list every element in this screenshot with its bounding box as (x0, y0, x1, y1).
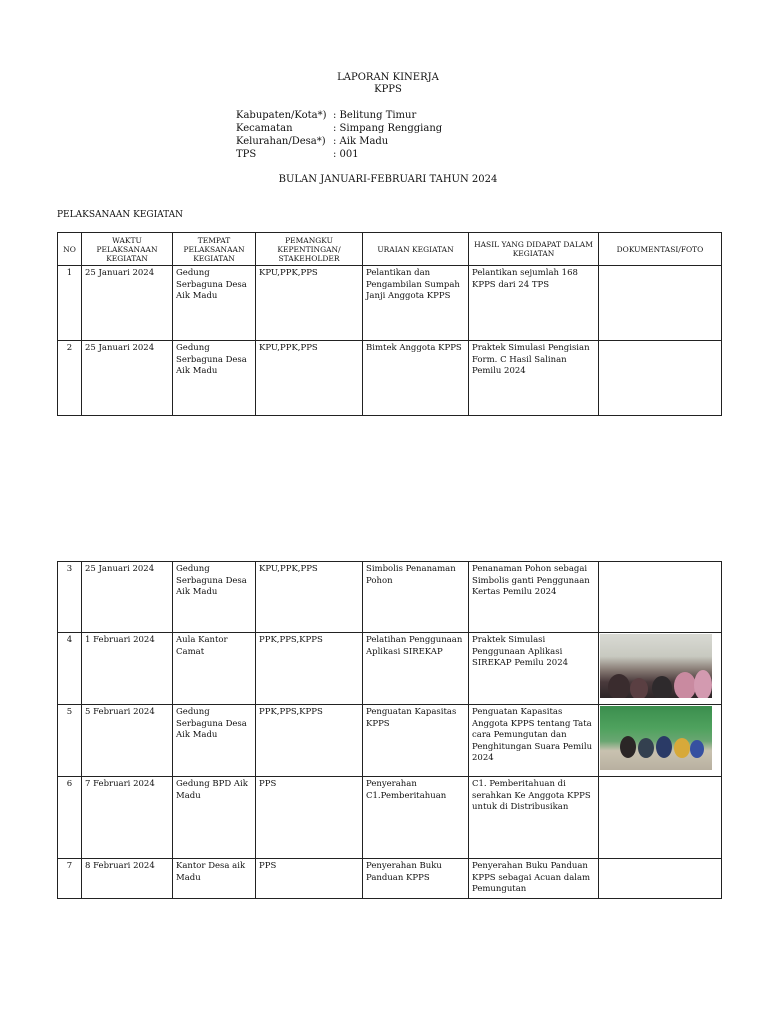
table-row (58, 341, 722, 416)
report-title: LAPORAN KINERJA (337, 72, 439, 83)
table-row (58, 633, 722, 705)
cell-uraian: Pelatihan Penggunaan Aplikasi SIREKAP (363, 633, 469, 705)
cell-hasil: Pelantikan sejumlah 168 KPPS dari 24 TPS (469, 266, 599, 341)
cell-stakeholder: PPK,PPS,KPPS (256, 633, 363, 705)
cell-dokumentasi (599, 705, 722, 777)
col-header-tempat: TEMPAT PELAKSANAAN KEGIATAN (173, 233, 256, 266)
cell-dokumentasi (599, 633, 722, 705)
activity-photo-capacity-building (600, 706, 712, 770)
field-label-kelurahan: Kelurahan/Desa*) (236, 136, 326, 147)
col-header-no: NO (58, 233, 82, 266)
field-label-tps: TPS (236, 149, 257, 160)
field-value-kecamatan: : Simpang Renggiang (333, 123, 443, 134)
table-row (58, 562, 722, 633)
cell-tempat: Gedung Serbaguna Desa Aik Madu (173, 266, 256, 341)
cell-hasil: Penyerahan Buku Panduan KPPS sebagai Acuan dalam Pemungutan (469, 859, 599, 899)
cell-waktu: 5 Februari 2024 (82, 705, 173, 777)
cell-hasil: Praktek Simulasi Pengisian Form. C Hasil Salinan Pemilu 2024 (469, 341, 599, 416)
section-heading: PELAKSANAAN KEGIATAN (57, 210, 184, 220)
col-header-dokumentasi: DOKUMENTASI/FOTO (599, 233, 722, 266)
cell-no: 2 (58, 341, 82, 416)
col-header-waktu: WAKTU PELAKSANAAN KEGIATAN (82, 233, 173, 266)
field-label-kecamatan: Kecamatan (236, 123, 293, 134)
cell-waktu: 1 Februari 2024 (82, 633, 173, 705)
report-period: BULAN JANUARI-FEBRUARI TAHUN 2024 (278, 174, 498, 185)
cell-hasil: Penguatan Kapasitas Anggota KPPS tentang Tata cara Pemungutan dan Penghitungan Suara Pemilu 2024 (469, 705, 599, 777)
cell-waktu: 25 Januari 2024 (82, 562, 173, 633)
col-header-stakeholder: PEMANGKU KEPENTINGAN/ STAKEHOLDER (256, 233, 363, 266)
cell-waktu: 25 Januari 2024 (82, 341, 173, 416)
field-label-kabupaten: Kabupaten/Kota*) (236, 110, 327, 121)
cell-no: 1 (58, 266, 82, 341)
field-value-kelurahan: : Aik Madu (333, 136, 389, 147)
table-header-row (58, 233, 722, 266)
cell-dokumentasi (599, 266, 722, 341)
field-value-tps: : 001 (333, 149, 359, 160)
cell-stakeholder: KPU,PPK,PPS (256, 341, 363, 416)
cell-hasil: Praktek Simulasi Penggunaan Aplikasi SIREKAP Pemilu 2024 (469, 633, 599, 705)
cell-tempat: Aula Kantor Camat (173, 633, 256, 705)
cell-dokumentasi (599, 777, 722, 859)
cell-uraian: Penguatan Kapasitas KPPS (363, 705, 469, 777)
cell-waktu: 7 Februari 2024 (82, 777, 173, 859)
table-row (58, 266, 722, 341)
table-row (58, 859, 722, 899)
col-header-hasil: HASIL YANG DIDAPAT DALAM KEGIATAN (469, 233, 599, 266)
cell-tempat: Gedung Serbaguna Desa Aik Madu (173, 562, 256, 633)
cell-dokumentasi (599, 859, 722, 899)
cell-dokumentasi (599, 562, 722, 633)
cell-waktu: 8 Februari 2024 (82, 859, 173, 899)
table-row (58, 777, 722, 859)
cell-tempat: Gedung Serbaguna Desa Aik Madu (173, 341, 256, 416)
cell-stakeholder: PPS (256, 859, 363, 899)
cell-no: 6 (58, 777, 82, 859)
cell-hasil: Penanaman Pohon sebagai Simbolis ganti Penggunaan Kertas Pemilu 2024 (469, 562, 599, 633)
cell-stakeholder: PPS (256, 777, 363, 859)
activity-photo-sirekap-training (600, 634, 712, 698)
activity-table-part-2 (57, 561, 722, 899)
cell-stakeholder: KPU,PPK,PPS (256, 266, 363, 341)
cell-stakeholder: KPU,PPK,PPS (256, 562, 363, 633)
col-header-uraian: URAIAN KEGIATAN (363, 233, 469, 266)
cell-no: 4 (58, 633, 82, 705)
cell-hasil: C1. Pemberitahuan di serahkan Ke Anggota KPPS untuk di Distribusikan (469, 777, 599, 859)
cell-tempat: Kantor Desa aik Madu (173, 859, 256, 899)
cell-uraian: Penyerahan C1.Pemberitahuan (363, 777, 469, 859)
cell-tempat: Gedung BPD Aik Madu (173, 777, 256, 859)
cell-no: 7 (58, 859, 82, 899)
cell-stakeholder: PPK,PPS,KPPS (256, 705, 363, 777)
report-subtitle: KPPS (374, 84, 402, 95)
cell-uraian: Simbolis Penanaman Pohon (363, 562, 469, 633)
cell-dokumentasi (599, 341, 722, 416)
table-row (58, 705, 722, 777)
cell-uraian: Penyerahan Buku Panduan KPPS (363, 859, 469, 899)
cell-waktu: 25 Januari 2024 (82, 266, 173, 341)
cell-no: 3 (58, 562, 82, 633)
cell-uraian: Pelantikan dan Pengambilan Sumpah Janji Anggota KPPS (363, 266, 469, 341)
cell-uraian: Bimtek Anggota KPPS (363, 341, 469, 416)
activity-table-part-1 (57, 232, 722, 416)
field-value-kabupaten: : Belitung Timur (333, 110, 417, 121)
cell-tempat: Gedung Serbaguna Desa Aik Madu (173, 705, 256, 777)
cell-no: 5 (58, 705, 82, 777)
